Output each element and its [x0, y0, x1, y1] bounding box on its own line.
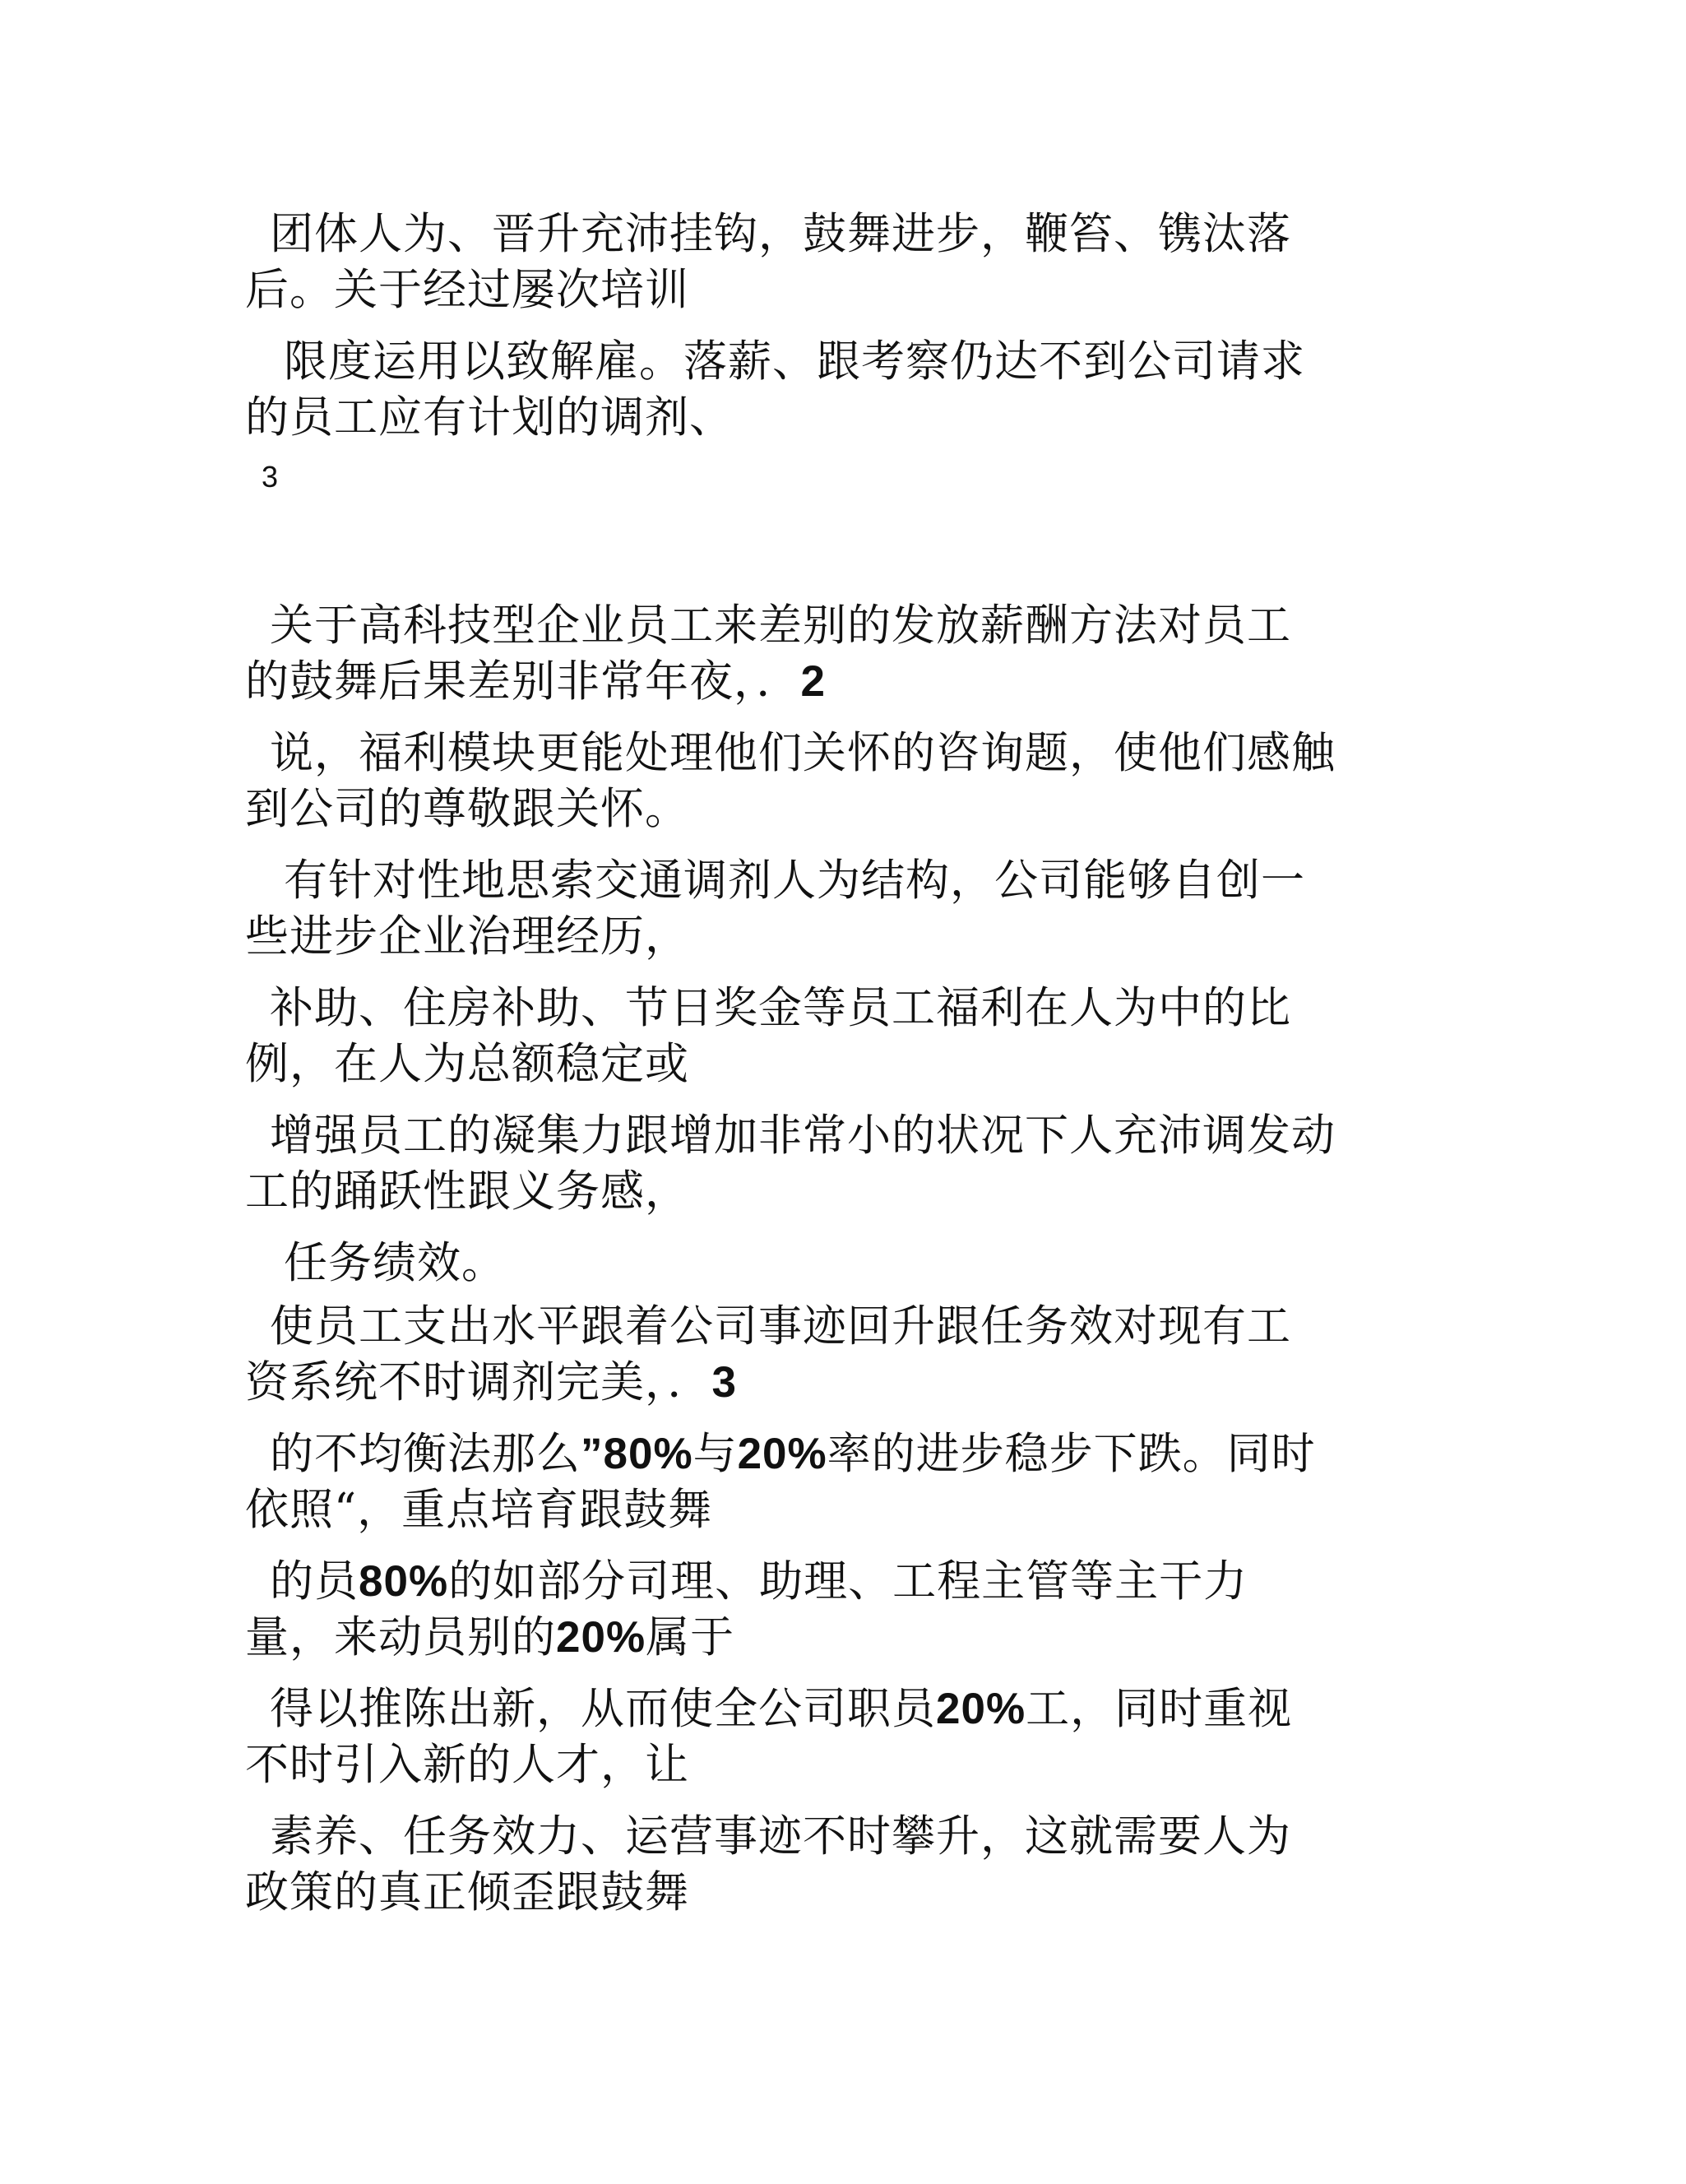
text-line: 团体人为、晋升充沛挂钩，鼓舞进步，鞭笞、镌汰落: [270, 209, 1291, 259]
text-line: 不时引入新的人才，让: [245, 1740, 689, 1790]
page-marker: 3: [262, 460, 279, 494]
text-line: 政策的真正倾歪跟鼓舞: [245, 1867, 689, 1917]
text-line: 例，在人为总额稳定或: [245, 1039, 689, 1089]
text-line: 依照“，重点培育跟鼓舞: [245, 1485, 713, 1535]
text-line: 增强员工的凝集力跟增加非常小的状况下人充沛调发动: [270, 1111, 1336, 1161]
text-line: 工的踊跃性跟义务感，: [245, 1166, 689, 1217]
text-line: 有针对性地思索交通调剂人为结构，公司能够自创一: [284, 856, 1305, 906]
text-line: 后。关于经过屡次培训: [245, 265, 689, 315]
text-line: 使员工支出水平跟着公司事迹回升跟任务效对现有工: [270, 1301, 1291, 1352]
text-line: 素养、任务效力、运营事迹不时攀升，这就需要人为: [270, 1811, 1291, 1862]
text-line: 关于高科技型企业员工来差别的发放薪酬方法对员工: [270, 600, 1291, 651]
text-line: 的员工应有计划的调剂、: [245, 392, 734, 443]
text-line: 得以推陈出新，从而使全公司职员20%工，同时重视: [270, 1684, 1293, 1734]
text-line: 资系统不时调剂完美，．3: [245, 1357, 737, 1407]
text-line: 说，福利模块更能处理他们关怀的咨询题，使他们感触: [270, 728, 1336, 778]
text-line: 任务绩效。: [284, 1238, 506, 1288]
text-line: 的员80%的如部分司理、助理、工程主管等主干力: [270, 1556, 1248, 1607]
text-line: 的不均衡法那么”80%与20%率的进步稳步下跌。同时: [270, 1429, 1316, 1479]
text-line: 量，来动员别的20%属于: [245, 1612, 735, 1662]
text-line: 限度运用以致解雇。落薪、跟考察仍达不到公司请求: [284, 336, 1305, 387]
text-line: 补助、住房补助、节日奖金等员工福利在人为中的比: [270, 983, 1291, 1033]
text-line: 的鼓舞后果差别非常年夜，．2: [245, 656, 826, 707]
text-line: 到公司的尊敬跟关怀。: [245, 784, 689, 834]
text-line: 些进步企业治理经历，: [245, 911, 689, 962]
